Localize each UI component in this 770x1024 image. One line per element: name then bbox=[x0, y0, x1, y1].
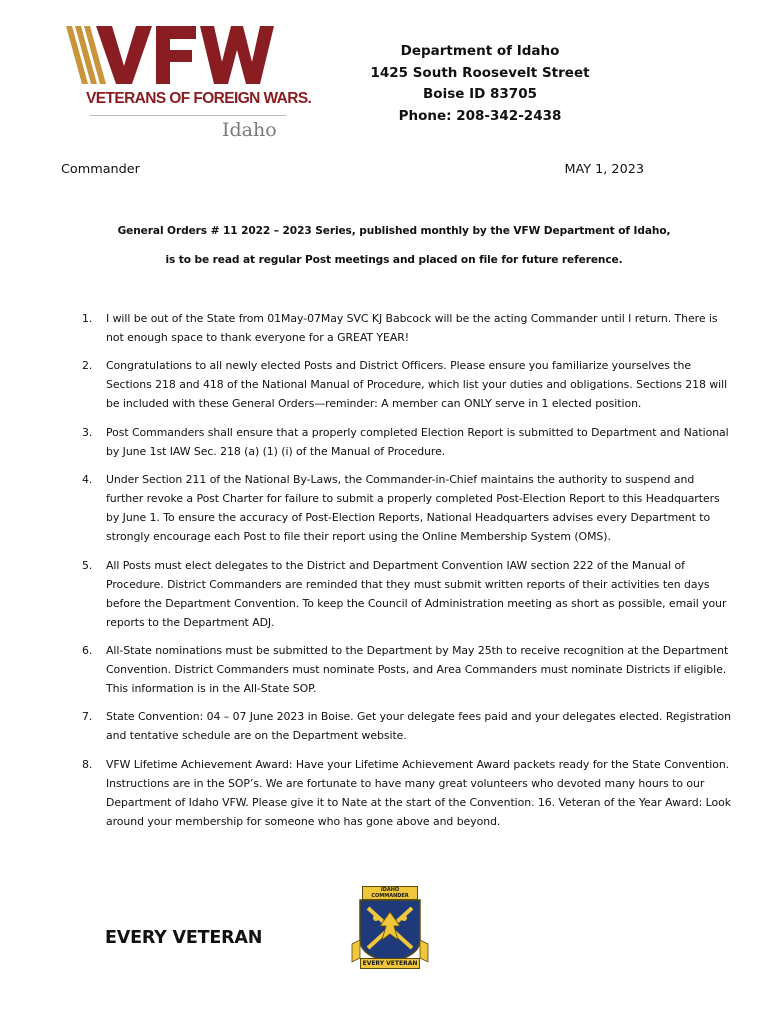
order-text: All Posts must elect delegates to the District and Department Convention IAW section 222 of the Manual of Procedure. District Commanders are reminded that they must submit written reports of their activities ten days before the Department Convention. To keep the Council of Administration meeting as short as possible, email your reports to the Department ADJ. bbox=[106, 558, 727, 629]
footer-slogan: EVERY VETERAN bbox=[105, 928, 263, 948]
order-number: 6. bbox=[82, 643, 93, 657]
badge-bottom-banner: EVERY VETERAN bbox=[360, 958, 420, 969]
order-item bbox=[82, 309, 732, 347]
order-item bbox=[82, 470, 732, 546]
order-item bbox=[82, 755, 732, 831]
logo-state: Idaho bbox=[222, 119, 277, 141]
order-text: Post Commanders shall ensure that a properly completed Election Report is submitted to Department and National by June 1st IAW Sec. 218 (a) (1) (i) of the Manual of Procedure. bbox=[106, 425, 729, 458]
orders-list bbox=[82, 309, 732, 840]
department-address bbox=[340, 41, 620, 127]
badge-top-banner: IDAHO COMMANDER bbox=[362, 886, 418, 900]
order-item bbox=[82, 641, 732, 698]
order-number: 8. bbox=[82, 757, 93, 771]
order-item bbox=[82, 707, 732, 745]
order-number: 3. bbox=[82, 425, 93, 439]
order-number: 7. bbox=[82, 710, 93, 724]
vfw-logo-mark bbox=[66, 22, 286, 92]
order-text: I will be out of the State from 01May-07May SVC KJ Babcock will be the acting Commander until I return. There is not enough space to thank everyone for a GREAT YEAR! bbox=[106, 312, 718, 344]
order-text: VFW Lifetime Achievement Award: Have your Lifetime Achievement Award packets ready for the State Convention. Instructions are in the SOP’s. We are fortunate to have many great volunteers who devoted many hours to our Department of Idaho VFW. Please give it to Nate at the start of the Convention. 16. Veteran of the Year Award: Look around your membership for someone who has gone above and beyond. bbox=[106, 757, 731, 828]
orders-title-line-1: General Orders # 11 2022 – 2023 Series, published monthly by the VFW Department of Idaho, bbox=[117, 225, 671, 237]
order-item bbox=[82, 556, 732, 632]
order-text: All-State nominations must be submitted to the Department by May 25th to receive recognition at the Department Convention. District Commanders must nominate Posts, and Area Commanders must nominate Districts if eligible. This information is in the All-State SOP. bbox=[106, 643, 729, 695]
orders-title-line-2: is to be read at regular Post meetings and placed on file for future reference. bbox=[165, 254, 623, 266]
address-line-1: Department of Idaho bbox=[400, 43, 560, 59]
order-item bbox=[82, 423, 732, 461]
order-number: 1. bbox=[82, 312, 93, 325]
order-text: State Convention: 04 – 07 June 2023 in Boise. Get your delegate fees paid and your delegates elected. Registration and tentative schedule are on the Department website. bbox=[106, 710, 731, 743]
logo-subtitle: VETERANS OF FOREIGN WARS. bbox=[86, 90, 312, 107]
order-number: 2. bbox=[82, 359, 93, 373]
address-line-3: Boise ID 83705 bbox=[423, 86, 537, 102]
document-date: MAY 1, 2023 bbox=[564, 162, 644, 177]
vfw-logo bbox=[66, 22, 312, 142]
commander-badge-icon bbox=[346, 882, 434, 974]
commander-label: Commander bbox=[61, 162, 140, 177]
address-line-2: 1425 South Roosevelt Street bbox=[370, 64, 590, 81]
order-text: Under Section 211 of the National By-Laws, the Commander-in-Chief maintains the authority to suspend and further revoke a Post Charter for failure to submit a properly completed Post-Election Report to this Headquarters by June 1. To ensure the accuracy of Post-Election Reports, National Headquarters advises every Department to strongly encourage each Post to file their report using the Online Membership System (OMS). bbox=[106, 473, 720, 544]
address-phone: Phone: 208-342-2438 bbox=[398, 107, 562, 124]
order-text: Congratulations to all newly elected Posts and District Officers. Please ensure you familiarize yourselves the Sections 218 and 418 of the National Manual of Procedure, which list your duties and obligations. Sections 218 will be included with these General Orders—reminder: A member can ONLY serve in 1 elected position. bbox=[106, 359, 728, 411]
order-item bbox=[82, 356, 732, 413]
order-number: 4. bbox=[82, 473, 93, 487]
logo-divider bbox=[90, 115, 286, 116]
order-number: 5. bbox=[82, 558, 93, 572]
